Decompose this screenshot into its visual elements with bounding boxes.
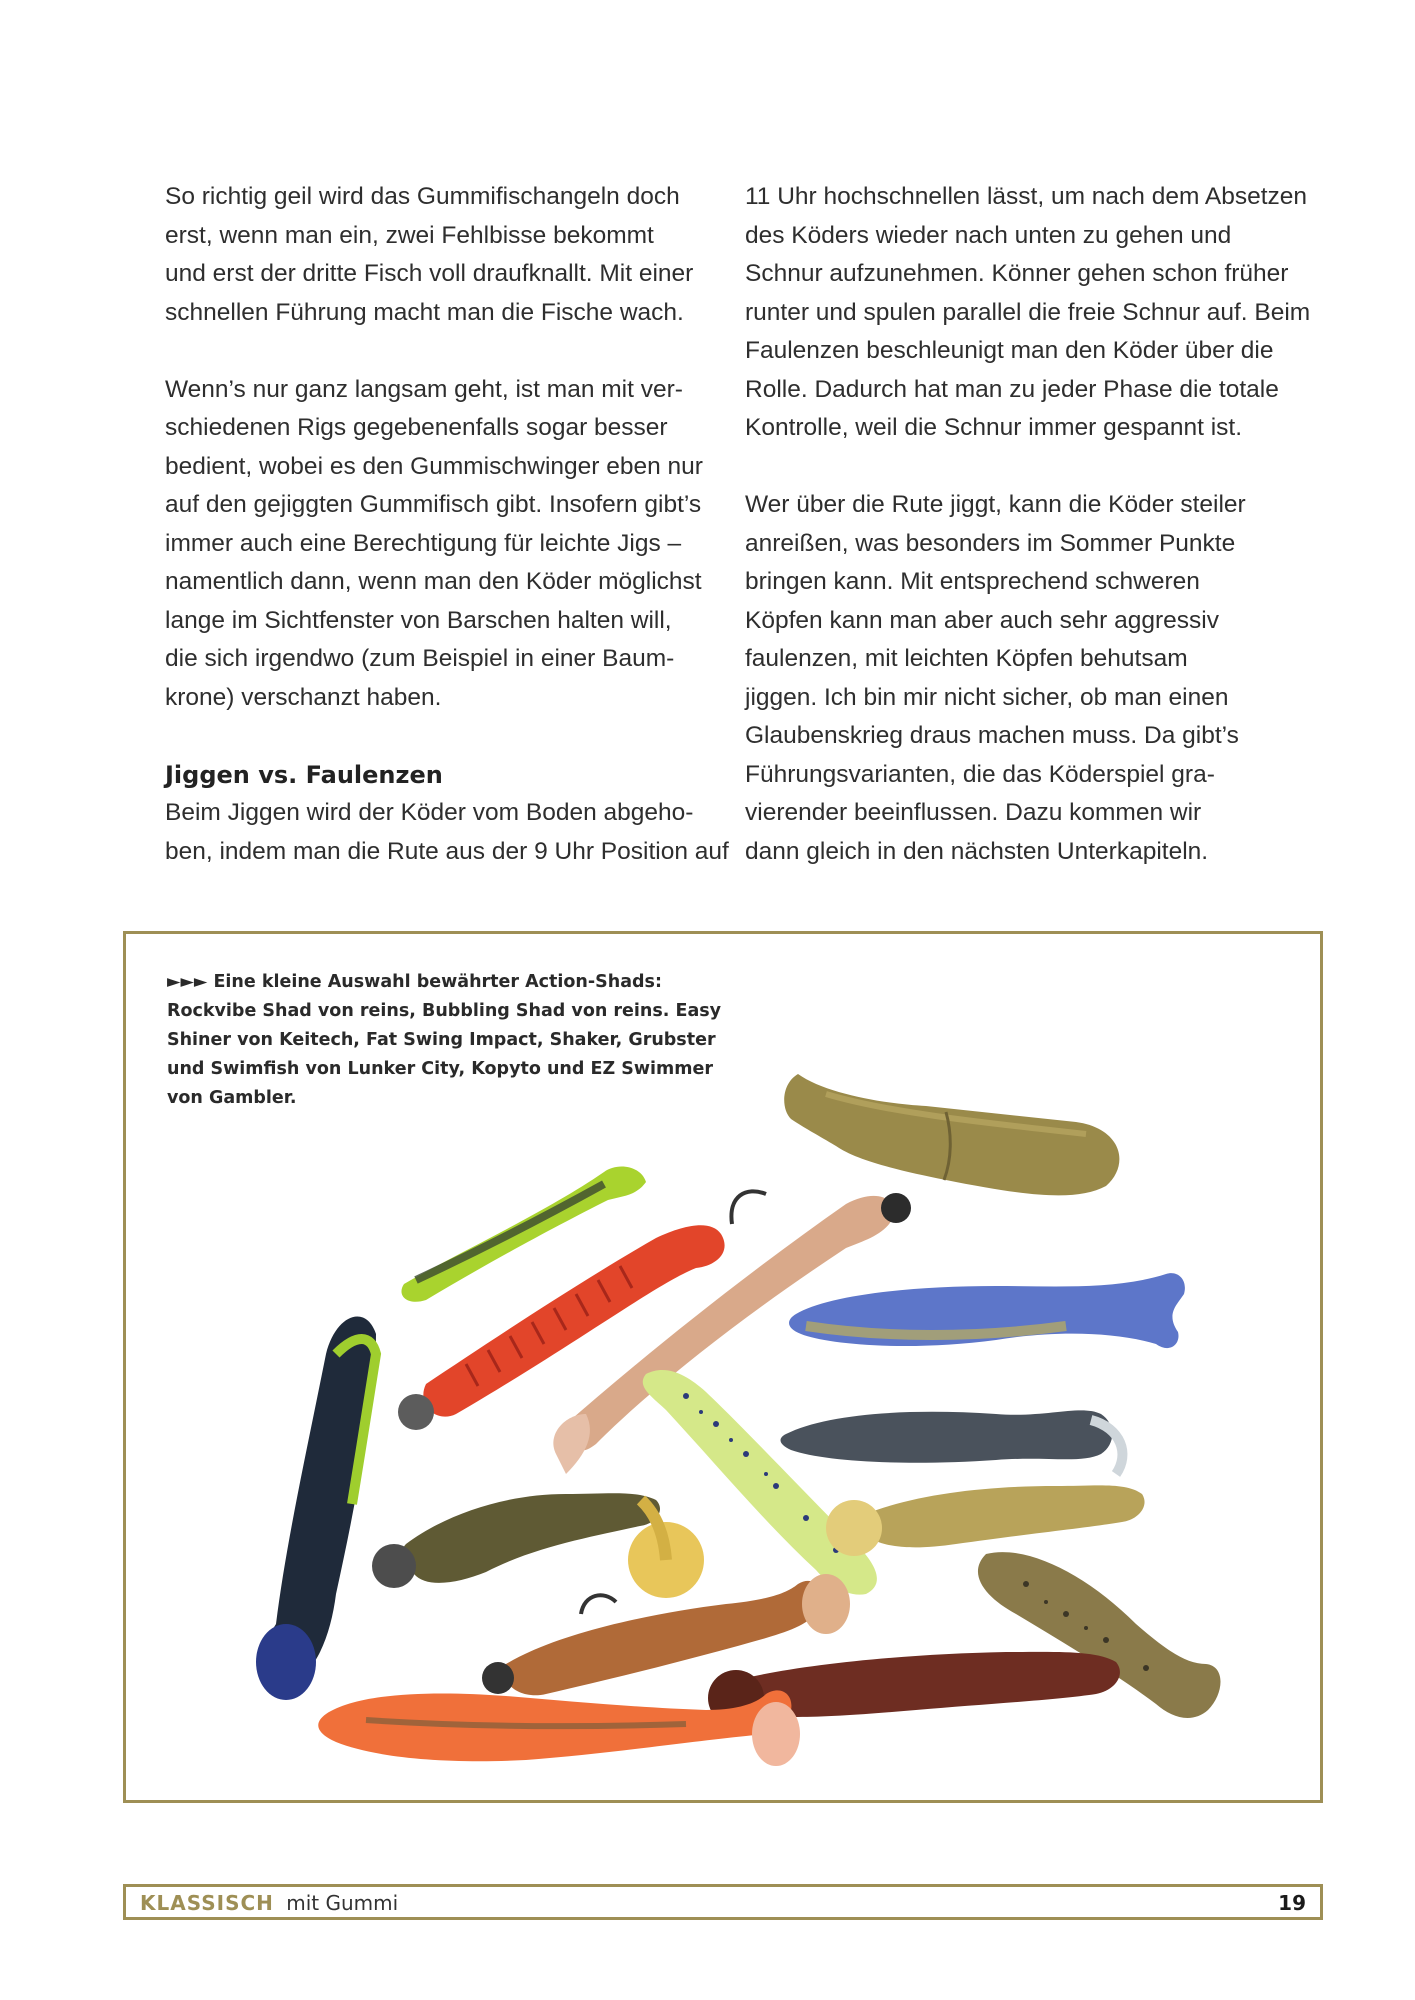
text-line: krone) verschanzt haben. (165, 683, 442, 711)
text-line: bedient, wobei es den Gummischwinger eben nur (165, 452, 703, 480)
text-line: namentlich dann, wenn man den Köder möglichst (165, 568, 702, 595)
page-number: 19 (1278, 1891, 1306, 1915)
photo-caption (167, 968, 727, 1113)
text-line: schnellen Führung macht man die Fische wach. (165, 298, 684, 326)
lure-slate-shad (781, 1410, 1123, 1474)
text-line: bringen kann. Mit entsprechend schweren (745, 568, 1200, 595)
text-line: Glaubenskrieg draus machen muss. Da gibt’s (745, 722, 1239, 749)
lure-black-green-stick (256, 1317, 376, 1700)
text-line: dann gleich in den nächsten Unterkapiteln. (745, 837, 1209, 865)
text-line: immer auch eine Berechtigung für leichte Jigs – (165, 529, 682, 557)
lure-blue-shad (789, 1273, 1185, 1348)
text-line: faulenzen, mit leichten Köpfen behutsam (745, 645, 1188, 672)
text-line: und erst der dritte Fisch voll draufknallt. Mit einer (165, 260, 694, 287)
running-title (140, 1891, 398, 1915)
text-line: Schnur aufzunehmen. Könner gehen schon früher (745, 260, 1289, 287)
text-line: Faulenzen beschleunigt man den Köder über die (745, 337, 1274, 364)
text-line: schiedenen Rigs gegebenenfalls sogar besser (165, 414, 668, 441)
text-line: 11 Uhr hochschnellen lässt, um nach dem Absetzen (745, 183, 1308, 210)
paragraph-rod-jigging (745, 486, 1305, 871)
text-line: Wer über die Rute jiggt, kann die Köder steiler (745, 491, 1246, 518)
running-title-strong: KLASSISCH (140, 1891, 274, 1915)
text-line: Rolle. Dadurch hat man zu jeder Phase die totale (745, 375, 1279, 403)
lure-photo-box (123, 931, 1323, 1803)
text-line: Köpfen kann man aber auch sehr aggressiv (745, 606, 1219, 634)
text-line: anreißen, was besonders im Sommer Punkte (745, 529, 1236, 557)
lure-olive-grub (372, 1493, 704, 1598)
text-line: auf den gejiggten Gummifisch gibt. Insofern gibt’s (165, 491, 702, 518)
text-line: des Köders wieder nach unten zu gehen und (745, 221, 1232, 249)
paragraph-intro (165, 178, 725, 332)
caption-line: Shiner von Keitech, Fat Swing Impact, Shaker, Grubster (167, 1030, 716, 1050)
lure-amber-shad (826, 1485, 1145, 1556)
section-heading: Jiggen vs. Faulenzen (165, 760, 443, 789)
paragraph-jiggen-continued (745, 178, 1311, 448)
text-line: jiggen. Ich bin mir nicht sicher, ob man einen (745, 683, 1229, 711)
right-text-column (745, 178, 1311, 871)
text-line: ben, indem man die Rute aus der 9 Uhr Position auf (165, 837, 729, 865)
text-line: Führungsvarianten, die das Köderspiel gra- (745, 760, 1215, 788)
caption-line: ►►► Eine kleine Auswahl bewährter Action-Shads: (167, 972, 662, 992)
left-text-column (165, 178, 729, 871)
paragraph-jiggen (165, 794, 729, 871)
text-line: vierender beeinflussen. Dazu kommen wir (745, 799, 1202, 826)
page-footer (123, 1884, 1323, 1920)
caption-line: Rockvibe Shad von reins, Bubbling Shad von reins. Easy (167, 1001, 722, 1021)
running-title-light: mit Gummi (286, 1891, 399, 1915)
paragraph-slow (165, 371, 725, 718)
text-line: Kontrolle, weil die Schnur immer gespannt ist. (745, 414, 1243, 441)
lure-olive-shad (784, 1074, 1119, 1195)
text-line: So richtig geil wird das Gummifischangeln doch (165, 183, 680, 210)
text-line: die sich irgendwo (zum Beispiel in einer Baum- (165, 645, 675, 672)
text-line: Beim Jiggen wird der Köder vom Boden abgeho- (165, 799, 694, 826)
text-line: erst, wenn man ein, zwei Fehlbisse bekommt (165, 221, 654, 249)
text-line: runter und spulen parallel die freie Schnur auf. Beim (745, 298, 1311, 326)
text-line: lange im Sichtfenster von Barschen halten will, (165, 606, 672, 634)
caption-line: von Gambler. (167, 1088, 297, 1108)
caption-line: und Swimfish von Lunker City, Kopyto und EZ Swimmer (167, 1059, 713, 1079)
text-line: Wenn’s nur ganz langsam geht, ist man mit ver- (165, 375, 683, 403)
